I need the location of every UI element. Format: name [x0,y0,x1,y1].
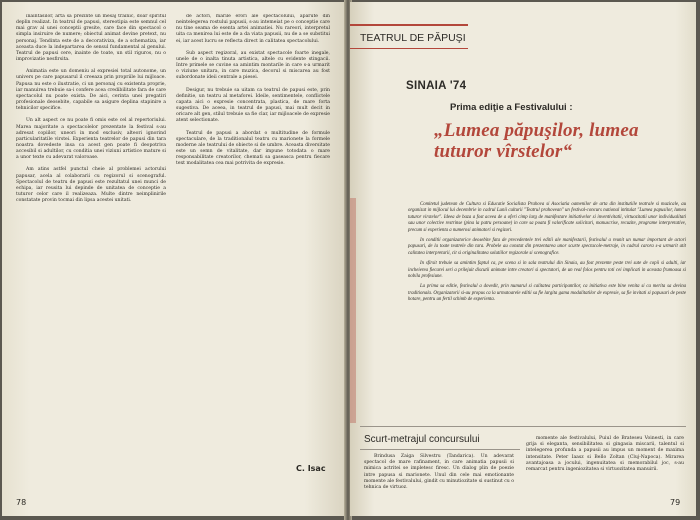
paragraph: In sfirsit trebuie sa amintim faptul ca, pe scena si in sala teatrului din Sinaia, au fost prezente peste trei sute de copii si adulti, iar incheierea fiecarei seri a prilejuit discutii animate intre creatori si spectatori, de un real folos pentru toti cei implicati in aceasta frumoasa si nobila profesiune. [408,261,686,280]
right-page [350,2,696,516]
rubric-rule-bottom [350,48,468,49]
paragraph: Am atins astfel punctul cheie al problemei actorului papusar, acela al colaborarii cu regizorul si scenograful. Spectacolul de teatru de papusi este rezultatul unei munci de echipa, iar reusita lui depinde de unitatea de conceptie a tuturor celor care il realizeaza. Multe dintre neimplinirile constatate provin tocmai din lipsa acestei unitati. [16,167,166,204]
paragraph: Un alt aspect ce nu poate fi omis este cel al repertoriului. Marea majoritate a spectacolelor prezentate la festival s-au adresat copiilor, uneori in mod exclusiv, alteori ignorind particularitatile virstei. Experienta teatrelor de papusi din tara noastra dovedeste insa ca acest gen poate fi deopotriva accesibil si adultilor, cu conditia unei viziuni artistice mature si a unor texte cu adevarat valoroase. [16,118,166,161]
section-subhead: Scurt-metrajul concursului [364,434,480,445]
paragraph: Comitetul judetean de Cultura si Educatie Socialista Prahova si Asociatia oamenilor de arta din institutiile teatrale si muzicale, au organizat in mijlocul lui decembrie in cadrul Lunii culturii "Teatrul prahovean" un festival-concurs national intitulat "Lumea papusilor, lumea tuturor virstelor". Ideea de baza a fost aceea de a oferi cimp larg de manifestare initiativelor si inventivitatii, virtuozitatii unor individualitati sau unor colective restrinse (pina la patru persoane) in care sa poata fi valorificate solicitari, manuscrise, recuzite, programe interpretative, precum si experienta a numerosi animatori si regizori. [408,202,686,233]
paragraph: Teatrul de papusi a abordat o multitudine de formule spectaculare, de la traditionalul teatru cu marionete la formele moderne ale teatrului de obiecte si de umbre. Aceasta diversitate este un semn de vitalitate, dar impune totodata o mare responsabilitate creatorilor, chemati sa gaseasca pentru fiecare text modalitatea cea mai potrivita de expresie. [176,130,330,167]
paragraph: inaintasilor, arta sa prezinte un mesaj trainic, doar spiritul deplin realizat. In teatrul de papusi, stereotipia este semnul cel mai grav al unei conceptii gresite, care face din spectacol o simpla insiruire de numere; obiectul animat devine pretext, nu personaj. Tendinta este de a decorativiza, de a schematiza, iar aceasta duce la indepartarea de sensul fundamental al genului. Teatrul de papusi cere, inainte de toate, un stil riguros, nu o improvizatie nesfirsita. [16,14,166,63]
paragraph: Desigur, nu trebuie sa uitam ca teatrul de papusi este, prin definitie, un teatru al metaforei. Ideile, sentimentele, conflictele capata aici o expresie concentrata, plastica, de mare forta sugestiva. De aceea, in teatrul de papusi, mai mult decit in oricare alt gen, stilul trebuie sa fie clar, iar mijloacele de expresie atent selectionate. [176,87,330,124]
section-divider [360,426,686,427]
event-title: SINAIA '74 [406,80,467,92]
edition-line: Prima ediţie a Festivalului : [450,102,573,113]
paragraph: In conditii organizatorice deosebite fata de precedentele trei editii ale manifestarii, festivalul a reunit un numar important de actori papusari, de la toate teatrele din tara. Probele au constat din prezentarea unor scurte spectacole-metraje, in cadrul carora s-a urmarit atit calitatea interpretarii, cit si originalitatea solutiilor regizorale si scenografice. [408,238,686,256]
article-headline: „Lumea păpuşilor, lumea tuturor vîrstelor“ [434,120,639,162]
page-number-left: 78 [16,498,27,507]
bottom-column-2 [526,436,684,473]
left-page-column-1 [16,14,166,484]
paragraph: Sub aspect regizoral, au existat spectacole foarte inegale, unele de o inalta tinuta artistica, altele cu evidente stingacii. Intre primele se cuvine sa amintim montarile in care s-a urmarit o viziune unitara, in care muzica, decorul si miscarea au fost subordonate ideii centrale a piesei. [176,50,330,81]
paragraph: La prima sa editie, festivalul a dovedit, prin numarul si calitatea participantilor, ca initiativa este bine venita si ca merita sa devina traditionala. Organizatorii si-au propus ca la urmatoarele editii sa fie largita gama modalitatilor de expresie, sa fie invitati si papusari de peste hotare, pentru un fertil schimb de experienta. [408,284,686,303]
article-intro [408,202,686,304]
margin-stripe [350,198,356,423]
paragraph: de actori, marile erori ale spectacolului, aparute din neintelegerea rostului papusii, s-au intemeiat pe o conceptie care nu tine seama de esenta artei animatiei. Nu rareori, interpretul uita ca menirea lui este de a da viata papusii, nu de a se substitui ei, iar acest lucru se reflecta direct in calitatea spectacolului. [176,14,330,44]
paragraph: Animatia este un domeniu al expresiei total autonome, un univers pe care papusarul il creeaza prin propriile lui mijloace. Papusa nu este o ilustratie, ci un personaj cu existenta proprie, iar manuirea trebuie sa-i confere acea credibilitate fara de care spectacolul nu poate exista. De aici, cerinta unei pregatiri profesionale deosebite, capabile sa asigure deplina stapinire a tehnicilor specifice. [16,69,166,112]
paragraph: Brindusa Zaiga Silvestru (Tandarica). Un adevarat spectacol de mare rafinament, in care animatia papusii si mimica actritei se impletesc firesc. Un dialog plin de poezie intre papusa si marionete. Unul din cele mai emotionante momente ale festivalului, gindit cu minutiozitate si sustinut cu o tehnica de virtuoz. [364,454,514,491]
left-page [2,2,346,516]
rubric-rule [350,24,468,26]
left-page-column-2 [176,14,330,454]
subhead-underline [360,449,520,450]
paragraph: momente ale festivalului, Puiul de Brateseu Voinesti, in care grija si eleganta, sensibilitatea si gingasia miscarii, talentul si intelegerea profunda a papusii au impus un moment de maxima intensitate. Peter Iaasz si Bello Zoltan (Cluj-Napoca). Mirarea avantajoasa a jocului, ingenuitatea si memorabilul joc, s-au remarcat pentru ingeniozitatea si virtuozitatea manuirii. [526,436,684,473]
bottom-column-1 [364,454,514,491]
section-rubric: TEATRUL DE PĂPUŞI [360,32,466,44]
page-number-right: 79 [670,498,681,507]
author-signature: C. Isac [296,464,326,473]
